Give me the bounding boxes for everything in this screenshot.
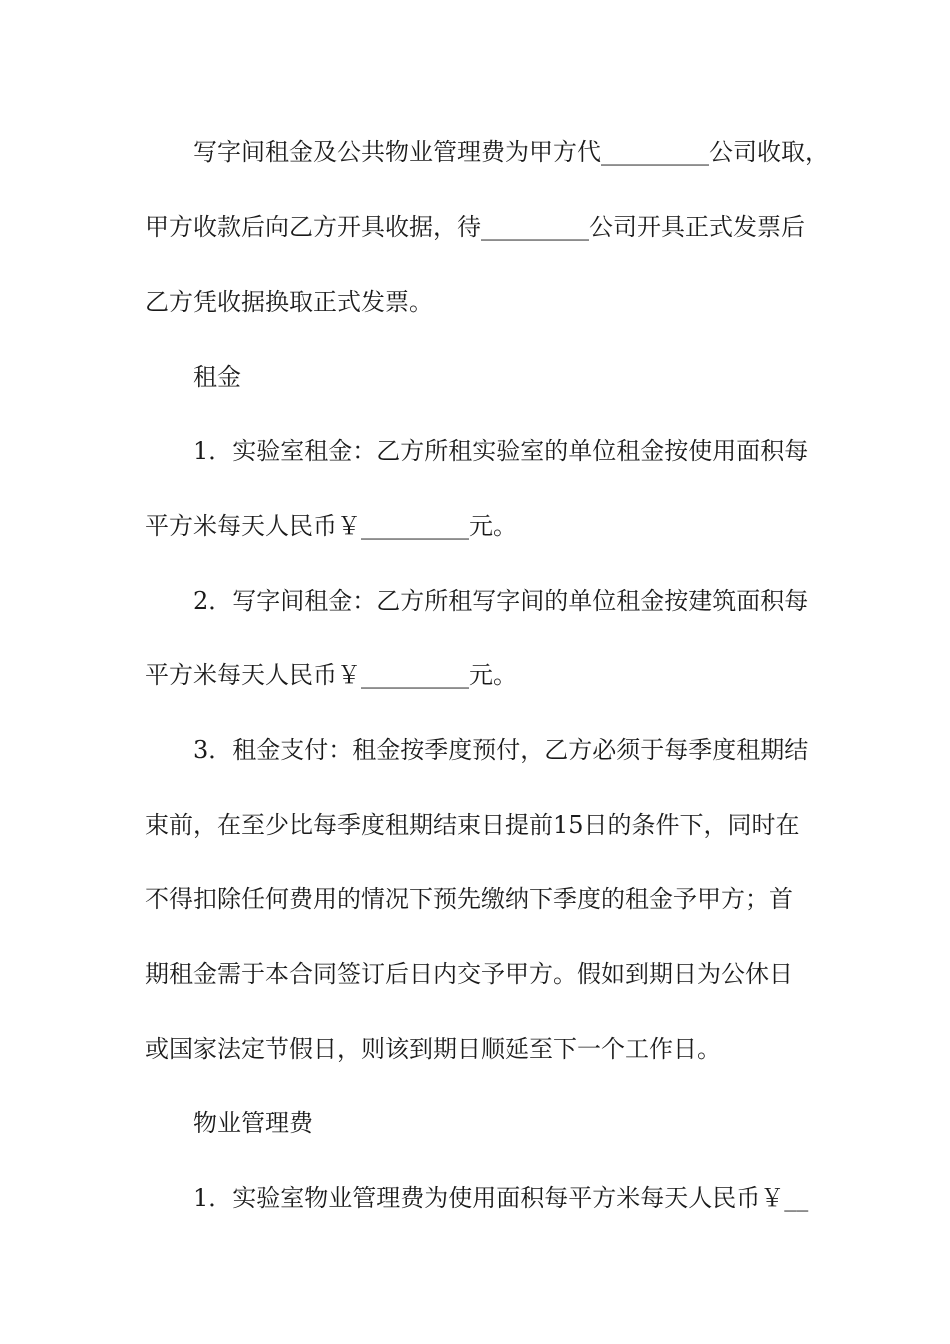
clause-office-rent: 2．写字间租金：乙方所租写字间的单位租金按建筑面积每 <box>193 587 809 615</box>
clause-lab-rent-cont: 平方米每天人民币￥_________元。 <box>145 512 517 540</box>
clause-lab-property-fee: 1．实验室物业管理费为使用面积每平方米每天人民币￥__ <box>193 1184 809 1212</box>
section-heading-rent: 租金 <box>193 363 241 391</box>
clause-office-rent-cont: 平方米每天人民币￥_________元。 <box>145 661 517 689</box>
clause-rent-payment-line2: 束前，在至少比每季度租期结束日提前15日的条件下，同时在 <box>145 811 800 839</box>
clause-rent-payment-line4: 期租金需于本合同签订后日内交予甲方。假如到期日为公休日 <box>145 960 793 988</box>
paragraph-fee-collection-end: 乙方凭收据换取正式发票。 <box>145 288 433 316</box>
clause-rent-payment-line5: 或国家法定节假日，则该到期日顺延至下一个工作日。 <box>145 1035 721 1063</box>
section-heading-property-fee: 物业管理费 <box>193 1109 313 1137</box>
paragraph-fee-collection: 写字间租金及公共物业管理费为甲方代_________公司收取， <box>193 138 829 166</box>
paragraph-fee-collection-cont: 甲方收款后向乙方开具收据，待_________公司开具正式发票后 <box>145 213 805 241</box>
clause-rent-payment-line3: 不得扣除任何费用的情况下预先缴纳下季度的租金予甲方；首 <box>145 885 793 913</box>
clause-rent-payment: 3．租金支付：租金按季度预付，乙方必须于每季度租期结 <box>193 736 809 764</box>
clause-lab-rent: 1．实验室租金：乙方所租实验室的单位租金按使用面积每 <box>193 437 809 465</box>
